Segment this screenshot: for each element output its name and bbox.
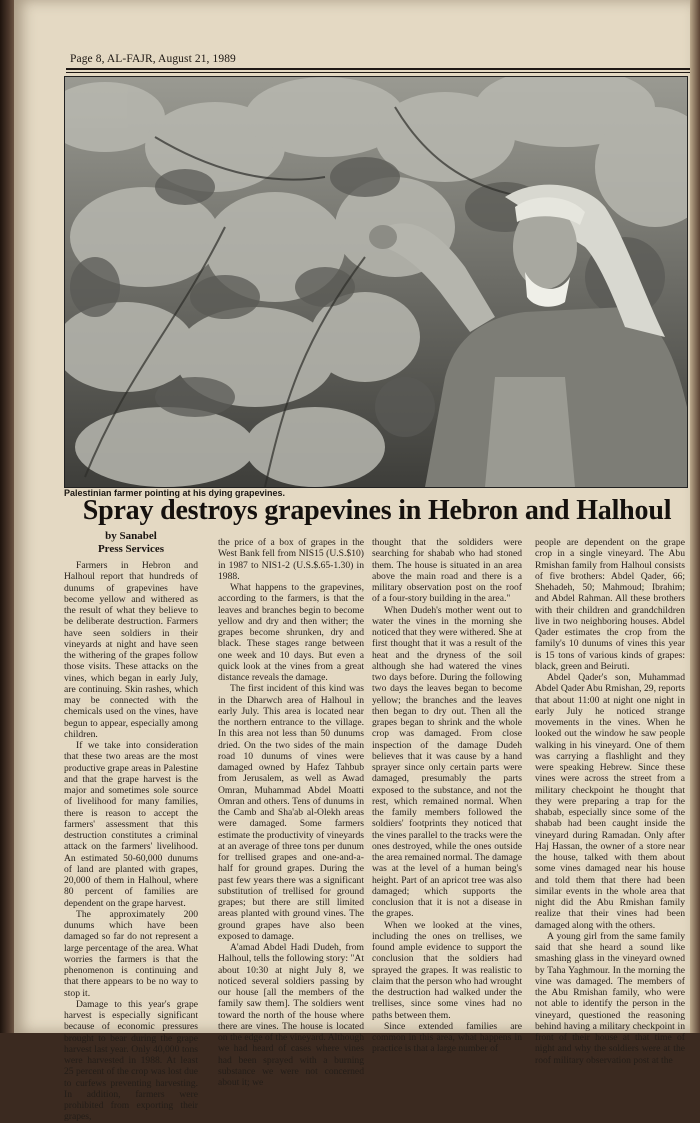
photo-caption: Palestinian farmer pointing at his dying grapevines. xyxy=(64,488,286,498)
article-headline: Spray destroys grapevines in Hebron and Halhoul xyxy=(82,495,672,526)
paragraph: When Dudeh's mother went out to water the vines in the morning she noticed that they were withered. She at first thought that it was a result of the heat and the dryness of the soil although she had watered the vines two days before. During the following two days the leaves began to become yellow; the branches and the leaves then began to dry out. Then all the grapes began to shrink and the whole crop was damaged. From close inspection of the damage Dudeh believes that it was cause by a hand sprayer since only certain parts were damaged, presumably the parts exposed to the substance, and not the rest, which remained normal. When the family members followed the soldiers' footprints they noticed that the vines parallel to the tracks were the ones destroyed, while the ones outside the area remained normal. The damage was at the level of a human being's height. Part of an apricot tree was also damaged; which supports the conclusion that it is not a disease in the grapes. xyxy=(372,604,522,920)
paragraph: Farmers in Hebron and Halhoul report that hundreds of dunums of grapevines have become yellow and withered as the result of what they believe to be deliberate destruction. Farmers have seen soldiers in their vineyards at night and have seen the withering of the grapes follow those visits. These attacks on the vines, which began in early July, are continuing. Skin rashes, which may be connected with the chemicals used on the vines, have begun to appear, especially among children. xyxy=(64,560,198,740)
article-column-2 xyxy=(218,537,364,1088)
paragraph: the price of a box of grapes in the West Bank fell from NIS15 (U.S.$10) in 1987 to NIS1-2 (U.S.$.65-1.30) in 1988. xyxy=(218,537,364,582)
byline-agency: Press Services xyxy=(97,543,165,555)
paragraph: The first incident of this kind was in the Dharwch area of Halhoul in early July. This area is located near the northern entrance to the village. In this area not less than 50 dunums dried. On the two sides of the main road 10 dunums of vines were damaged owned by Hafez Tahbub from Jerusalem, as well as Awad Omran, Muhammad Abdel Moatti Omran and others. Tens of dunums in the Camb and Sha'ab al-Olekh areas were damaged. Some farmers estimate the productivity of vineyards at an average of three tons per dunum for trellised grapes and one-and-a-half for ground grapes. During the past few years there was a significant substitution of trellised for ground grapes; but there are still limited areas planted with ground vines. The ground grapes have also been exposed to damage. xyxy=(218,683,364,942)
book-binding xyxy=(0,0,14,1033)
byline xyxy=(64,530,198,556)
paragraph: people are dependent on the grape crop in a single vineyard. The Abu Rmishan family from Halhoul consists of five brothers: Abdel Qader, 66; Shehadeh, 50; Mahmoud; Ibrahim; and Abdel Rahman. All these brothers with their children and grandchildren live in two neighboring houses. Abdel Qader estimates the crop from the family's 10 dunums of vines this year is 15 tons of various kinds of grapes: black, green and Beiruti. xyxy=(535,537,685,672)
page-edge xyxy=(690,0,700,1033)
paragraph: Since extended families are common in this area, what happens in practice is that a large number of xyxy=(372,1020,522,1055)
page-folio: Page 8, AL-FAJR, August 21, 1989 xyxy=(70,53,236,65)
byline-author: by Sanabel xyxy=(105,530,157,542)
paragraph: A'amad Abdel Hadi Dudeh, from Halhoul, tells the following story: "At about 10:30 at night July 8, we noticed several soldiers passing by our house [all the members of the family saw them]. The soldiers went toward the north of the house where there are vines. The house is located on the edge of the vineyard. Although we had heard of cases where vines had been sprayed with a burning substance we were not concerned about it; we xyxy=(218,942,364,1088)
header-rule-thin xyxy=(66,72,690,73)
article-column-1 xyxy=(64,560,198,1123)
paragraph: thought that the soldiders were searching for shabab who had stoned them. The house is situated in an area above the main road and there is a military observation post on the roof of a four-story building in the area." xyxy=(372,537,522,605)
header-rule xyxy=(66,68,690,70)
paragraph: What happens to the grapevines, according to the farmers, is that the leaves and branches begin to become yellow and dry and then wither; the grapes become shrunken, dry and black. These stages range between one week and 10 days. But even a quick look at the vines from a great distance reveals the damage. xyxy=(218,582,364,683)
paragraph: The approximately 200 dunums which have been damaged so far do not represent a large percentage of the area. What worries the farmers is that the phenomenon is continuing and that there appears to be no way to stop it. xyxy=(64,908,198,999)
paragraph: Abdel Qader's son, Muhammad Abdel Qader Abu Rmishan, 29, reports that about 11:00 at night one night in early July he noticed strange movements in the vines. When he looked out the window he saw people walking in his vineyard. One of them was carrying a flashlight and they were speaking Hebrew. Since these vines were across the street from a military checkpoint he thought that they were preparing a trap for the shabab, especially since some of the shabab had been caught inside the vineyard during Ramadan. Only after Haj Hassan, the owner of a store near the house, talked with them about some vines damaged near his house and told them that there had been similar events in the whole area that night did the Abu Rmishan family realize that their vines had been damaged along with the others. xyxy=(535,672,686,931)
article-column-3 xyxy=(372,537,522,1055)
article-column-4 xyxy=(535,537,685,1066)
paragraph: When we looked at the vines, including the ones on trellises, we found ample evidence to support the conclusion that the soldiers had sprayed the grapes. It was realistic to claim that the person who had wrought the destruction had walked under the trellises, since some vines had no paths between them. xyxy=(372,919,522,1021)
farmer-photo-illustration xyxy=(65,77,687,487)
paragraph: A young girl from the same family said that she heard a sound like smashing glass in the vineyard owned by Taha Yaghmour. In the morning the vine was damaged. The members of the Abu Rmishan family, who were not able to identify the person in the vineyard, questioned the reasoning behind having a military checkpoint in front of their house at that time of night and why the soldiers were at the roof military observation post at the xyxy=(535,930,685,1066)
paragraph: If we take into consideration that these two areas are the most productive grape areas in Palestine and that the grape harvest is the major and sometimes sole source of livelihood for many families, there is reason to accept the farmers' assessment that this destruction constitutes a criminal attack on the farmers' livelihood. An estimated 50-60,000 dunums of land are planted with grapes, 20,000 of them in Halhoul, where 80 percent of families are dependent on the grape harvest. xyxy=(64,740,198,909)
paragraph: Damage to this year's grape harvest is especially significant because of economic pressures brought to bear during the grape harvest last year. Only 40,000 tons were harvested in 1988. At least 25 percent of the crop was lost due to curfews preventing harvesting. In addition, farmers were prohibited from exporting their grapes, xyxy=(64,998,199,1123)
farmer-photo xyxy=(64,76,688,488)
